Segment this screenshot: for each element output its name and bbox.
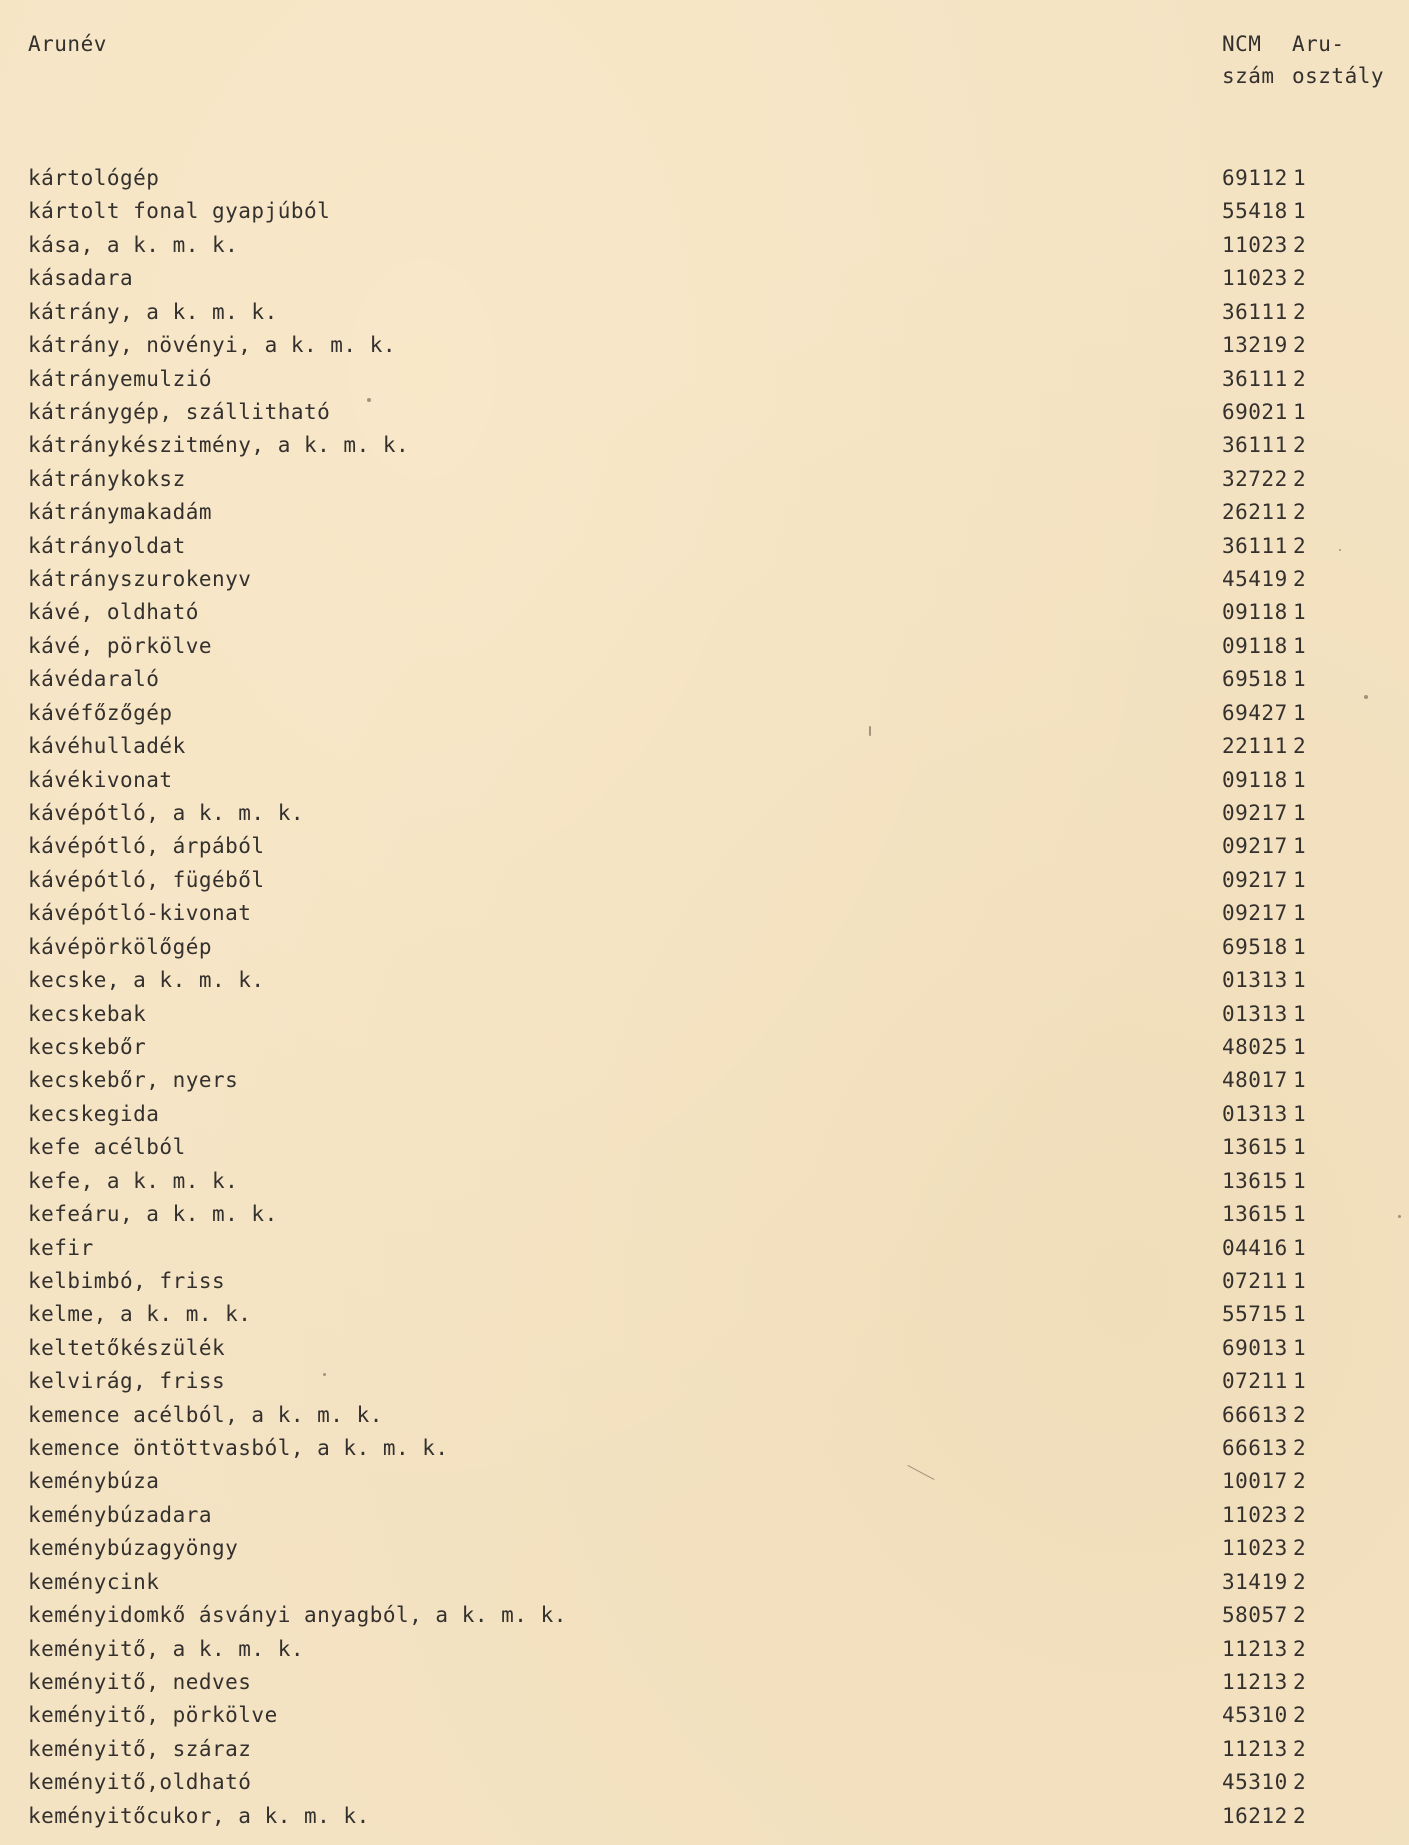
ncm-number: 11213 [1222,1736,1288,1761]
product-name: kávé, oldható [28,600,199,625]
product-name: keltetőkészülék [28,1335,226,1360]
list-item [0,764,1409,797]
ncm-number: 69013 [1222,1335,1288,1360]
list-item [0,730,1409,763]
list-item [0,697,1409,730]
list-item [0,931,1409,964]
product-name: keményidomkő ásványi anyagból, a k. m. k. [28,1603,567,1628]
product-name: kásadara [28,266,134,291]
list-item [0,1165,1409,1198]
product-name: kávépótló-kivonat [28,901,252,926]
list-item [0,195,1409,228]
ncm-number: 66613 [1222,1436,1288,1461]
ncm-number: 36111 [1222,433,1288,458]
product-name: kátrány, növényi, a k. m. k. [28,333,397,358]
product-class: 2 [1293,266,1307,291]
ncm-number: 10017 [1222,1469,1288,1494]
list-item [0,1432,1409,1465]
product-name: kávédaraló [28,667,160,692]
product-class: 2 [1293,1669,1307,1694]
product-class: 2 [1293,466,1307,491]
paper-speck [1364,695,1368,699]
list-item [0,296,1409,329]
ncm-number: 01313 [1222,1101,1288,1126]
product-name: kátrányemulzió [28,366,213,391]
ncm-number: 13615 [1222,1135,1288,1160]
product-class: 2 [1293,1803,1307,1828]
ncm-number: 48017 [1222,1068,1288,1093]
product-name: kávépótló, árpából [28,834,265,859]
product-class: 1 [1293,901,1307,926]
product-class: 1 [1293,1101,1307,1126]
ncm-number: 45310 [1222,1703,1288,1728]
product-class: 1 [1293,934,1307,959]
product-name: keményitő,oldható [28,1770,252,1795]
product-class: 1 [1293,1202,1307,1227]
ncm-number: 69518 [1222,934,1288,959]
list-item [0,1766,1409,1799]
list-item [0,630,1409,663]
product-class: 1 [1293,834,1307,859]
list-item [0,1064,1409,1097]
list-item [0,998,1409,1031]
ncm-number: 36111 [1222,533,1288,558]
product-class: 2 [1293,433,1307,458]
ncm-number: 66613 [1222,1402,1288,1427]
product-name: kelbimbó, friss [28,1268,226,1293]
product-class: 2 [1293,1436,1307,1461]
ncm-number: 09217 [1222,801,1288,826]
list-item [0,1131,1409,1164]
product-name: keménybúzadara [28,1502,213,1527]
list-item [0,1031,1409,1064]
product-name: kátránygép, szállitható [28,399,331,424]
ncm-number: 07211 [1222,1369,1288,1394]
product-class: 1 [1293,867,1307,892]
list-item [0,1098,1409,1131]
list-item [0,1733,1409,1766]
product-name: keményitő, pörkölve [28,1703,278,1728]
product-name: kása, a k. m. k. [28,232,239,257]
ncm-number: 09118 [1222,633,1288,658]
product-name: kefe, a k. m. k. [28,1168,239,1193]
ncm-number: 45310 [1222,1770,1288,1795]
ncm-number: 09118 [1222,600,1288,625]
product-name: kemence acélból, a k. m. k. [28,1402,383,1427]
ncm-number: 36111 [1222,299,1288,324]
list-item [0,830,1409,863]
list-item [0,1499,1409,1532]
list-item [0,864,1409,897]
product-class: 1 [1293,1335,1307,1360]
ncm-number: 69112 [1222,166,1288,190]
product-class: 2 [1293,1770,1307,1795]
list-item [0,229,1409,262]
list-item [0,1699,1409,1732]
list-item [0,596,1409,629]
product-name: kátránykészitmény, a k. m. k. [28,433,410,458]
product-class: 2 [1293,1502,1307,1527]
product-name: kávépótló, fügéből [28,867,265,892]
product-name: keményitő, a k. m. k. [28,1636,305,1661]
product-name: kemence öntöttvasból, a k. m. k. [28,1436,449,1461]
ncm-number: 45419 [1222,567,1288,592]
list-item [0,1800,1409,1833]
product-name: kávé, pörkölve [28,633,213,658]
product-name: keményitő, nedves [28,1669,252,1694]
product-class: 1 [1293,667,1307,692]
product-name: keménycink [28,1569,160,1594]
ncm-number: 11023 [1222,1536,1288,1561]
ncm-number: 01313 [1222,968,1288,993]
list-item [0,1399,1409,1432]
list-item [0,329,1409,362]
product-name: kefir [28,1235,94,1260]
product-name: kecskebak [28,1001,147,1026]
ncm-number: 01313 [1222,1001,1288,1026]
list-item [0,964,1409,997]
product-class: 2 [1293,1536,1307,1561]
column-header-ncm: NCM szám [1222,32,1275,88]
ncm-number: 16212 [1222,1803,1288,1828]
list-item [0,1532,1409,1565]
list-item [0,897,1409,930]
ncm-number: 13219 [1222,333,1288,358]
product-name: kátrány, a k. m. k. [28,299,278,324]
list-item [0,262,1409,295]
product-name: kefe acélból [28,1135,186,1160]
ncm-number: 58057 [1222,1603,1288,1628]
product-class: 1 [1293,767,1307,792]
product-name: keményitőcukor, a k. m. k. [28,1803,370,1828]
product-class: 2 [1293,299,1307,324]
list-item [0,1666,1409,1699]
ncm-number: 55418 [1222,199,1288,224]
product-class: 1 [1293,199,1307,224]
list-item [0,429,1409,462]
product-class: 2 [1293,1636,1307,1661]
paper-speck [1398,1215,1401,1218]
product-name: kefeáru, a k. m. k. [28,1202,278,1227]
list-item [0,1232,1409,1265]
ncm-number: 69518 [1222,667,1288,692]
list-item [0,162,1409,195]
column-header-class: Aru- osztály [1292,32,1385,88]
list-item [0,1566,1409,1599]
list-item [0,1198,1409,1231]
ncm-number: 31419 [1222,1569,1288,1594]
product-name: kátrányszurokenyv [28,567,252,592]
ncm-number: 09217 [1222,901,1288,926]
product-class: 1 [1293,166,1307,190]
column-header-name: Arunév [28,32,107,56]
list-item [0,1365,1409,1398]
ncm-number: 69021 [1222,399,1288,424]
product-class: 2 [1293,500,1307,525]
product-class: 1 [1293,700,1307,725]
ncm-number: 32722 [1222,466,1288,491]
product-class: 1 [1293,600,1307,625]
product-name: kecskebőr [28,1034,147,1059]
product-class: 1 [1293,633,1307,658]
product-name: kávékivonat [28,767,173,792]
product-name: keménybúza [28,1469,160,1494]
list-item [0,530,1409,563]
ncm-number: 26211 [1222,500,1288,525]
product-class: 1 [1293,1369,1307,1394]
product-name: kártolt fonal gyapjúból [28,199,331,224]
list-item [0,1265,1409,1298]
product-name: kecskebőr, nyers [28,1068,239,1093]
product-class: 2 [1293,567,1307,592]
product-name: kávépótló, a k. m. k. [28,801,305,826]
product-name: kávéfőzőgép [28,700,173,725]
product-class: 2 [1293,1703,1307,1728]
list-item [0,396,1409,429]
list-item [0,1599,1409,1632]
product-class: 2 [1293,366,1307,391]
product-name: kávéhulladék [28,734,186,759]
product-name: kávépörkölőgép [28,934,213,959]
list-item [0,496,1409,529]
product-list [0,162,1409,1833]
product-class: 1 [1293,1235,1307,1260]
product-class: 1 [1293,399,1307,424]
ncm-number: 09217 [1222,867,1288,892]
ncm-number: 36111 [1222,366,1288,391]
list-item [0,463,1409,496]
ncm-number: 55715 [1222,1302,1288,1327]
ncm-number: 09217 [1222,834,1288,859]
product-class: 1 [1293,1268,1307,1293]
product-name: kelme, a k. m. k. [28,1302,252,1327]
ncm-number: 48025 [1222,1034,1288,1059]
product-class: 1 [1293,801,1307,826]
product-class: 2 [1293,734,1307,759]
ncm-number: 13615 [1222,1168,1288,1193]
product-name: kecskegida [28,1101,160,1126]
product-name: keményitő, száraz [28,1736,252,1761]
paper-speck [869,726,871,736]
ncm-number: 11023 [1222,232,1288,257]
product-name: kátránykoksz [28,466,186,491]
product-class: 2 [1293,1736,1307,1761]
ncm-number: 13615 [1222,1202,1288,1227]
list-item [0,1298,1409,1331]
list-item [0,1465,1409,1498]
product-name: kártológép [28,166,160,190]
ncm-number: 11213 [1222,1669,1288,1694]
list-item [0,563,1409,596]
product-name: kecske, a k. m. k. [28,968,265,993]
product-class: 2 [1293,333,1307,358]
list-item [0,1633,1409,1666]
product-class: 2 [1293,232,1307,257]
product-name: kátrányoldat [28,533,186,558]
ncm-number: 07211 [1222,1268,1288,1293]
product-class: 2 [1293,1402,1307,1427]
list-item [0,1332,1409,1365]
paper-speck [1339,549,1341,551]
product-class: 1 [1293,1001,1307,1026]
ncm-number: 22111 [1222,734,1288,759]
product-name: kelvirág, friss [28,1369,226,1394]
product-class: 1 [1293,968,1307,993]
ncm-number: 11213 [1222,1636,1288,1661]
list-item [0,797,1409,830]
product-name: keménybúzagyöngy [28,1536,239,1561]
paper-speck [323,1373,326,1376]
list-item [0,363,1409,396]
list-item [0,663,1409,696]
product-class: 1 [1293,1302,1307,1327]
paper-speck [367,398,371,402]
ncm-number: 04416 [1222,1235,1288,1260]
product-class: 2 [1293,1569,1307,1594]
product-class: 1 [1293,1034,1307,1059]
ncm-number: 69427 [1222,700,1288,725]
ncm-number: 11023 [1222,1502,1288,1527]
ncm-number: 09118 [1222,767,1288,792]
product-class: 2 [1293,1469,1307,1494]
product-class: 1 [1293,1068,1307,1093]
product-class: 1 [1293,1135,1307,1160]
product-name: kátránymakadám [28,500,213,525]
ncm-number: 11023 [1222,266,1288,291]
product-class: 2 [1293,533,1307,558]
product-class: 2 [1293,1603,1307,1628]
product-class: 1 [1293,1168,1307,1193]
